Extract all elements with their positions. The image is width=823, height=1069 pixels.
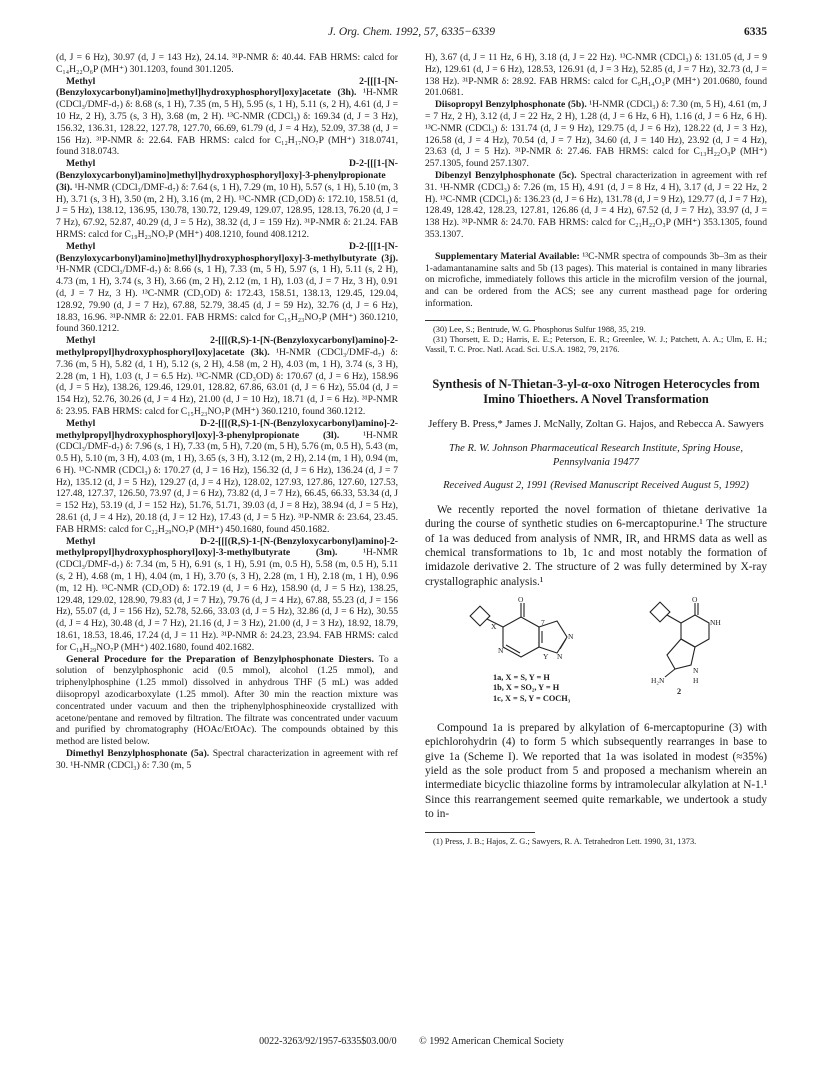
left-paragraph-5: Methyl D-2-[[[(R,S)-1-[N-(Benzyloxycarbonyl)amino]-2-methylpropyl]hydroxyphosphoryl]oxy]-3-phenylpropionate (3l). ¹H-NMR (CDCl₃/DMF-d₇) δ: 7.96 (s, 1 H), 7.33 (m, 5 H), 7.20 (m, 5 H), 5.76 (m, 0.5 H), 5.43 (m, 0.5 H), 5.10 (m, 3 H), 4.03 (m, 1 H), 3.65 (s, 3 H), 3.12 (m, 2 H), 2.14 (m, 1 H), 0.94 (m, 6 H). ¹³C-NMR (CDCl₃) δ: 170.27 (d, J = 16 Hz), 156.32 (d, J = 6 Hz), 136.24 (d, J = 7 Hz), 135.12 (d, J = 5 Hz), 129.27 (d, J = 4 Hz), 128.02, 127.93, 127.86, 127.60, 127.53, 127.48, 127.37, 126.50, 73.97 (d, J = 6 Hz), 73.82 (d, J = 7 Hz), 66.45, 66.33, 53.34 (d, J = 152 Hz), 53.19 (d, J = 152 Hz), 51.76, 51.71, 39.03 (d, J = 8 Hz), 38.94 (d, J = 5 Hz), 28.61 (d, J = 4 Hz), 20.18 (d, J = 12 Hz), 17.43 (d, J = 5 Hz). ³¹P-NMR δ: 23.64, 23.45. FAB HRMS: calcd for C₂₂H₂₉NO₇P (MH⁺) 450.1680, found 450.1682. [56,417,398,535]
compound-2-label: 2 [677,687,682,697]
left-paragraph-0: (d, J = 6 Hz), 30.97 (d, J = 143 Hz), 24.14. ³¹P-NMR δ: 40.44. FAB HRMS: calcd for C₁₄H₂₂O₆P (MH⁺) 301.1203, found 301.1205. [56,52,398,75]
svg-text:X: X [491,622,497,632]
right-paragraph-1: Diisopropyl Benzylphosphonate (5b). ¹H-NMR (CDCl₃) δ: 7.30 (m, 5 H), 4.61 (m, J = 7 Hz, 2 H), 3.12 (d, J = 22 Hz, 2 H), 1.28 (d, J = 6 Hz, 6 H), 1.16 (d, J = 6 Hz, 6 H). ¹³C-NMR (CDCl₃) δ: 131.74 (d, J = 9 Hz), 129.75 (d, J = 6 Hz), 128.22 (d, J = 3 Hz), 126.58 (d, J = 4 Hz), 70.54 (d, J = 7 Hz), 34.60 (d, J = 140 Hz), 23.92 (d, J = 4 Hz), 23.63 (d, J = 5 Hz). ³¹P-NMR δ: 27.46. FAB HRMS: calcd for C₁₃H₂₂O₃P (MH⁺) 257.1305, found 257.1307. [425,99,767,170]
svg-text:NH: NH [710,618,721,628]
article-title: Synthesis of N-Thietan-3-yl-α-oxo Nitrogen Heterocycles from Imino Thioethers. A Novel Transformation [432,376,760,407]
structure-captions [493,673,570,704]
article-footnote-rule [425,832,535,833]
journal-citation: J. Org. Chem. 1992, 57, 6335−6339 [327,26,496,38]
svg-text:7: 7 [541,618,545,628]
caption-1c: 1c, X = S, Y = COCH₃ [493,693,571,703]
right-paragraph-2: Dibenzyl Benzylphosphonate (5c). Spectral characterization in agreement with ref 31. ¹H-NMR (CDCl₃) δ: 7.26 (m, 15 H), 4.91 (d, J = 8 Hz, 4 H), 3.17 (d, J = 22 Hz, 2 H). ¹³C-NMR (CDCl₃) δ: 136.23 (d, J = 6 Hz), 131.78 (d, J = 9 Hz), 129.77 (d, J = 7 Hz), 128.49, 128.42, 128.23, 127.81, 126.86 (d, J = 4 Hz), 67.52 (d, J = 7 Hz), 33.97 (d, J = 138 Hz). ³¹P-NMR δ: 24.70. FAB HRMS: calcd for C₂₁H₂₂O₃P (MH⁺) 353.1305, found 353.1307. [425,169,767,240]
left-paragraph-1: Methyl 2-[[[1-[N-(Benzyloxycarbonyl)amino]methyl]hydroxyphosphoryl]oxy]acetate (3h). ¹H-NMR (CDCl₃/DMF-d₇) δ: 8.68 (s, 1 H), 7.35 (m, 5 H), 5.95 (s, 1 H), 5.11 (s, 2 H), 4.61 (d, J = 10 Hz, 2 H), 3.75 (s, 3 H), 3.68 (m, 2 H). ¹³C-NMR (CDCl₃) δ: 169.34 (d, J = 3 Hz), 156.32, 136.31, 128.22, 127.78, 127.70, 66.69, 61.79 (d, J = 4 Hz), 52.09, 37.38 (d, J = 156 Hz). ³¹P-NMR δ: 22.64. FAB HRMS: calcd for C₁₂H₁₇NO₇P (MH⁺) 318.0741, found 318.0743. [56,75,398,158]
supplementary-material: Supplementary Material Available: ¹³C-NMR spectra of compounds 3b–3m as their 1-adamantanamine salts and 5b (13 pages). This material is contained in many libraries on microfiche, immediately follows this article in the microfilm version of the journal, and can be ordered from the ACS; see any current masthead page for ordering information. [425,250,768,309]
article-received: Received August 2, 1991 (Revised Manuscript Received August 5, 1992) [443,480,749,492]
svg-text:O: O [692,595,698,605]
right-paragraph-0: H), 3.67 (d, J = 11 Hz, 6 H), 3.18 (d, J = 22 Hz). ¹³C-NMR (CDCl₃) δ: 131.05 (d, J = 9 Hz), 129.61 (d, J = 6 Hz), 128.53, 126.91 (d, J = 3 Hz), 52.85 (d, J = 7 Hz), 32.73 (d, J = 138 Hz). ³¹P-NMR δ: 28.92. FAB HRMS: calcd for C₉H₁₄O₃P (MH⁺) 201.0680, found 201.0681. [425,52,767,99]
right-column [425,52,767,847]
copyright-notice: © 1992 American Chemical Society [419,1036,564,1047]
left-paragraph-6: Methyl D-2-[[[(R,S)-1-[N-(Benzyloxycarbonyl)amino]-2-methylpropyl]hydroxyphosphoryl]oxy]-3-methylbutyrate (3m). ¹H-NMR (CDCl₃/DMF-d₇) δ: 7.34 (m, 5 H), 6.91 (s, 1 H), 5.91 (m, 0.5 H), 5.58 (m, 0.5 H), 5.11 (s, 2 H), 4.68 (m, 1 H), 4.04 (m, 1 H), 3.70 (s, 3 H), 2.28 (m, 1 H), 2.18 (m, 1 H), 0.96 (m, 12 H). ¹³C-NMR (CD₃OD) δ: 172.19 (d, J = 6 Hz), 158.90 (d, J = 5 Hz), 138.25, 129.48, 129.02, 128.90, 79.83 (d, J = 7 Hz), 79.76 (d, J = 4 Hz), 67.88, 55.23 (d, J = 156 Hz), 55.07 (d, J = 156 Hz), 52.78, 52.66, 33.03 (d, J = 5 Hz), 32.86 (d, J = 6 Hz), 30.55 (d, J = 4 Hz), 30.48 (d, J = 7 Hz), 21.16 (d, J = 3 Hz), 21.00 (d, J = 3 Hz), 18.92, 18.79, 18.61, 18.53, 18.46, 17.24 (d, J = 11 Hz). ³¹P-NMR δ: 24.23, 23.94. FAB HRMS: calcd for C₁₈H₂₉NO₇P (MH⁺) 402.1680, found 402.1682. [56,535,398,653]
article-affiliation: The R. W. Johnson Pharmaceutical Research Institute, Spring House, Pennsylvania 19477 [448,442,744,468]
left-paragraph-2: Methyl D-2-[[[1-[N-(Benzyloxycarbonyl)amino]methyl]hydroxyphosphoryl]oxy]-3-phenylpropionate (3i). ¹H-NMR (CDCl₃/DMF-d₇) δ: 7.64 (s, 1 H), 7.29 (m, 10 H), 5.57 (s, 1 H), 5.10 (m, 3 H), 3.71 (s, 3 H), 3.50 (m, 2 H), 3.16 (m, 2 H). ¹³C-NMR (CD₃OD) δ: 172.10, 158.51 (d, J = 5 Hz), 138.12, 136.95, 130.78, 130.72, 129.49, 129.07, 128.95, 128.13, 76.20 (d, J = 7 Hz), 67.92, 52.87, 40.29 (d, J = 5 Hz), 38.32 (d, J = 159 Hz). ³¹P-NMR δ: 21.24. FAB HRMS: calcd for C₁₉H₂₃NO₇P (MH⁺) 408.1210, found 408.1212. [56,158,398,240]
caption-1a: 1a, X = S, Y = H [493,673,550,683]
svg-text:N: N [693,666,699,676]
reference-list [425,325,767,355]
page-footer [0,1036,823,1047]
caption-1b: 1b, X = SO₂, Y = H [493,683,560,693]
article-authors: Jeffery B. Press,* James J. McNally, Zoltan G. Hajos, and Rebecca A. Sawyers [428,418,764,430]
svg-text:O: O [518,595,524,605]
svg-text:Y: Y [543,652,549,662]
svg-text:N: N [557,652,563,662]
structure-figure [425,595,767,715]
svg-text:N: N [498,646,504,656]
article-paragraph-1: We recently reported the novel formation of thietane derivative 1a during the course of synthetic studies on 6-mercaptopurine.¹ The structure of 1a was deduced from analysis of NMR, IR, and HRMS data as well as chemical transformations to 1b, 1c and most notably the formation of imidazole derivative 2. The structure of 2 was fully determined by X-ray crystallographic analysis.¹ [425,504,767,588]
svg-text:H₂N: H₂N [651,676,665,686]
copyright-code: 0022-3263/92/1957-6335$03.00/0 [259,1036,397,1047]
chemical-structures-drawing [425,595,767,715]
reference-30: (30) Lee, S.; Bentrude, W. G. Phosphorus Sulfur 1988, 35, 219. [433,324,646,334]
article-intro [425,503,767,589]
article-body [425,721,767,821]
svg-text:N: N [568,632,574,642]
footnote-rule [425,320,535,321]
left-paragraph-3: Methyl D-2-[[[1-[N-(Benzyloxycarbonyl)amino]methyl]hydroxyphosphoryl]oxy]-3-methylbutyrate (3j). ¹H-NMR (CDCl₃/DMF-d₇) δ: 8.66 (s, 1 H), 7.33 (m, 5 H), 5.97 (s, 1 H), 5.11 (s, 2 H), 4.73 (m, 1 H), 3.74 (s, 3 H), 3.66 (m, 2 H), 2.12 (m, 1 H), 1.03 (d, J = 7 Hz, 3 H), 0.91 (d, J = 7 Hz, 3 H). ¹³C-NMR (CD₃OD) δ: 172.43, 158.51, 138.13, 129.45, 129.04, 128.92, 79.90 (d, J = 7 Hz), 67.88, 52.79, 38.45 (d, J = 59 Hz), 32.76 (d, J = 6 Hz), 18.83, 16.96. ³¹P-NMR δ: 22.01. FAB HRMS: calcd for C₁₅H₂₃NO₇P (MH⁺) 360.1210, found 360.1212. [56,240,398,335]
left-column [56,52,398,847]
article-paragraph-2: Compound 1a is prepared by alkylation of 6-mercaptopurine (3) with epichlorohydrin (4) to form 5 which subsequently rearranges in base to give 1a (Scheme I). We reported that 1a was isolated in modest (≈35%) yield as the sole product from 5 and proposed a mechanism wherein an intermediate bicyclic thiazoline forms by intramolecular alkylation at N-1.¹ Since this rearrangement seemed quite remarkable, we undertook a study to in- [425,722,767,821]
article-footnotes [425,837,767,847]
reference-31: (31) Thorsett, E. D.; Harris, E. E.; Peterson, E. R.; Greenlee, W. J.; Patchett, A. A.; Ulm, E. H.; Vassil, T. C. Proc. Natl. Acad. Sci. U.S.A. 1982, 79, 2176. [425,334,767,354]
page-number: 6335 [744,26,767,38]
running-header [56,26,767,44]
svg-text:H: H [693,676,699,686]
left-paragraph-8: Dimethyl Benzylphosphonate (5a). Spectral characterization in agreement with ref 30. ¹H-NMR (CDCl₃) δ: 7.30 (m, 5 [56,748,398,771]
footnote-1: (1) Press, J. B.; Hajos, Z. G.; Sawyers, R. A. Tetrahedron Lett. 1990, 31, 1373. [433,836,697,846]
left-paragraph-4: Methyl 2-[[[(R,S)-1-[N-(Benzyloxycarbonyl)amino]-2-methylpropyl]hydroxyphosphoryl]oxy]acetate (3k). ¹H-NMR (CDCl₃/DMF-d₇) δ: 7.36 (m, 5 H), 5.82 (d, 1 H), 5.12 (s, 2 H), 4.58 (m, 2 H), 4.03 (m, 1 H), 3.74 (s, 3 H), 2.28 (m, 1 H), 1.03 (t, J = 6.5 Hz). ¹³C-NMR (CD₃OD) δ: 170.67 (d, J = 6 Hz), 158.96 (d, J = 5 Hz), 138.26, 129.46, 129.01, 128.82, 67.86, 63.01 (d, J = 6 Hz), 55.04 (d, J = 154 Hz), 52.76, 30.26 (d, J = 4 Hz), 21.00 (d, J = 10 Hz), 18.71 (d, J = 6 Hz). ³¹P-NMR δ: 23.95. FAB HRMS: calcd for C₁₅H₂₃NO₇P (MH⁺) 360.1210, found 360.1212. [56,335,398,417]
left-paragraph-7: General Procedure for the Preparation of Benzylphosphonate Diesters. To a solution of benzylphosphonic acid (0.5 mmol), alcohol (1.25 mmol), and triphenylphosphine (1.25 mmol) dissolved in anhydrous THF (5 mL) was added diisopropyl azodicarboxylate (1.25 mmol). After 30 min the reaction mixture was concentrated under vacuum and then the triphenylphosphineoxide crystallized with acetone/pentane and removed by filtration. The filtrate was concentrated under vacuum and purified by chromatography (HOAc/EtOAc). The compounds obtained by this method are listed below. [56,653,399,748]
